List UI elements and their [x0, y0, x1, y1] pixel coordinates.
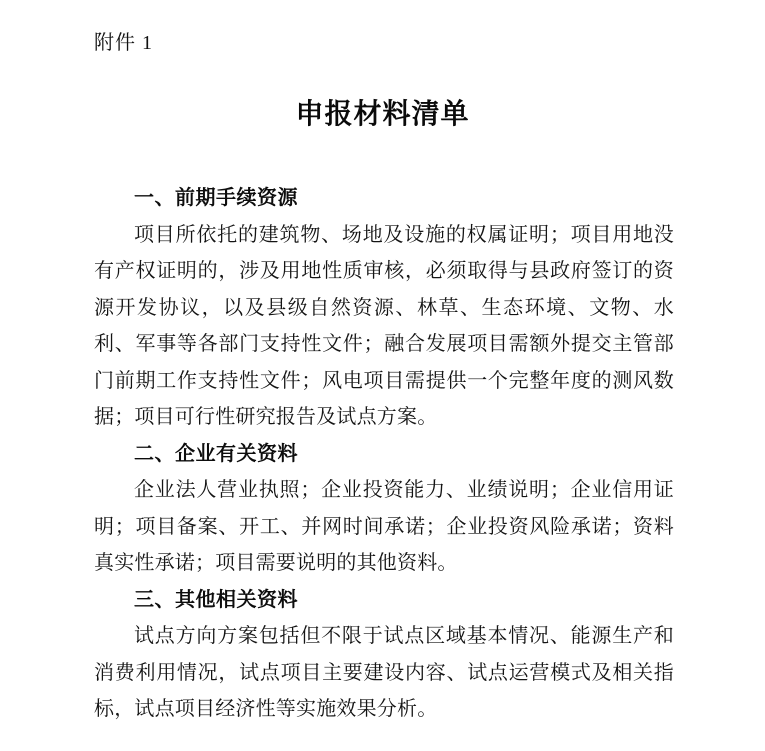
section-heading-2: 二、企业有关资料: [134, 442, 298, 465]
section-prerequisite-resources: [94, 180, 674, 436]
section-enterprise-materials: [94, 436, 674, 582]
section-other-materials: [94, 582, 674, 728]
section-heading-3: 三、其他相关资料: [134, 588, 298, 611]
section-paragraph-3: 试点方向方案包括但不限于试点区域基本情况、能源生产和消费利用情况，试点项目主要建设内容、试点运营模式及相关指标，试点项目经济性等实施效果分析。: [94, 625, 674, 720]
section-paragraph-2: 企业法人营业执照；企业投资能力、业绩说明；企业信用证明；项目备案、开工、并网时间承诺；企业投资风险承诺；资料真实性承诺；项目需要说明的其他资料。: [94, 479, 674, 574]
document-body: [94, 180, 674, 728]
attachment-label: 附件 1: [94, 32, 153, 54]
section-paragraph-1: 项目所依托的建筑物、场地及设施的权属证明；项目用地没有产权证明的，涉及用地性质审核，必须取得与县政府签订的资源开发协议，以及县级自然资源、林草、生态环境、文物、水利、军事等各部门支持性文件；融合发展项目需额外提交主管部门前期工作支持性文件；风电项目需提供一个完整年度的测风数据；项目可行性研究报告及试点方案。: [94, 223, 674, 428]
page-title: 申报材料清单: [295, 99, 470, 130]
section-heading-1: 一、前期手续资源: [134, 187, 298, 209]
